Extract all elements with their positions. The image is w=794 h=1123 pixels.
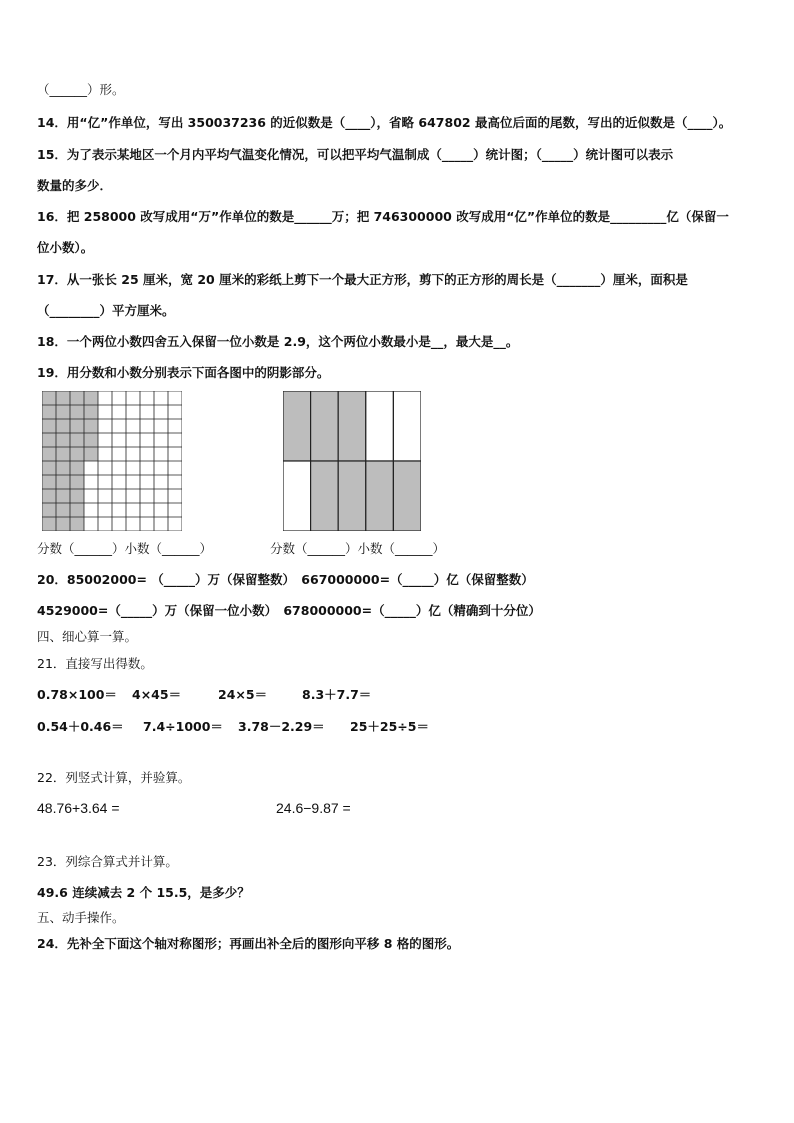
question-16-line1: 16．把 258000 改写成用“万”作单位的数是______万；把 746300000 改写成用“亿”作单位的数是_________亿（保留一 bbox=[37, 209, 729, 224]
shaded-cell bbox=[42, 405, 56, 419]
calc-item: 0.78×100＝ bbox=[37, 687, 117, 702]
question-21-title: 21．直接写出得数。 bbox=[37, 656, 153, 671]
shaded-cell bbox=[70, 405, 84, 419]
shaded-cell bbox=[56, 475, 70, 489]
shaded-cell bbox=[42, 391, 56, 405]
shaded-strip bbox=[393, 461, 421, 531]
shaded-cell bbox=[42, 503, 56, 517]
question-15-line1: 15．为了表示某地区一个月内平均气温变化情况，可以把平均气温制成（_____）统计图；（_____）统计图可以表示 bbox=[37, 147, 674, 162]
shaded-cell bbox=[70, 419, 84, 433]
question-16-line2: 位小数）。 bbox=[37, 240, 94, 255]
shaded-cell bbox=[70, 447, 84, 461]
blank-strip bbox=[283, 461, 311, 531]
shaded-cell bbox=[84, 447, 98, 461]
shaded-cell bbox=[70, 489, 84, 503]
section-4-heading: 四、细心算一算。 bbox=[37, 629, 138, 644]
shaded-cell bbox=[70, 433, 84, 447]
hundred-grid-figure bbox=[42, 391, 182, 531]
shaded-cell bbox=[84, 405, 98, 419]
question-14: 14．用“亿”作单位，写出 350037236 的近似数是（____），省略 647802 最高位后面的尾数，写出的近似数是（____）。 bbox=[37, 115, 732, 130]
shaded-cell bbox=[70, 461, 84, 475]
question-24: 24．先补全下面这个轴对称图形；再画出补全后的图形向平移 8 格的图形。 bbox=[37, 936, 460, 951]
shaded-cell bbox=[84, 419, 98, 433]
shaded-cell bbox=[42, 475, 56, 489]
caption-right: 分数（______）小数（______） bbox=[270, 541, 446, 556]
calc-item: 3.78－2.29＝ bbox=[238, 719, 325, 734]
shaded-cell bbox=[56, 447, 70, 461]
calc-item: 8.3＋7.7＝ bbox=[302, 687, 372, 702]
question-17-line1: 17．从一张长 25 厘米，宽 20 厘米的彩纸上剪下一个最大正方形，剪下的正方形的周长是（_______）厘米，面积是 bbox=[37, 272, 688, 287]
shaded-cell bbox=[70, 391, 84, 405]
shaded-strip bbox=[283, 391, 311, 461]
shaded-strip bbox=[311, 461, 339, 531]
shaded-cell bbox=[42, 447, 56, 461]
question-22-title: 22．列竖式计算，并验算。 bbox=[37, 770, 191, 785]
question-23-title: 23．列综合算式并计算。 bbox=[37, 854, 178, 869]
shaded-cell bbox=[56, 419, 70, 433]
calc-item: 0.54＋0.46＝ bbox=[37, 719, 124, 734]
shaded-cell bbox=[56, 461, 70, 475]
calc-item: 4×45＝ bbox=[132, 687, 182, 702]
shaded-cell bbox=[84, 391, 98, 405]
shaded-cell bbox=[70, 503, 84, 517]
calc-item: 24×5＝ bbox=[218, 687, 268, 702]
shaded-strip bbox=[366, 461, 394, 531]
shaded-strip bbox=[311, 391, 339, 461]
shaded-strip bbox=[338, 461, 366, 531]
blank-strip bbox=[393, 391, 421, 461]
blank-strip bbox=[366, 391, 394, 461]
shaded-cell bbox=[70, 517, 84, 531]
shaded-cell bbox=[56, 433, 70, 447]
section-5-heading: 五、动手操作。 bbox=[37, 910, 125, 925]
vertical-calc-2: 24.6−9.87 = bbox=[276, 800, 351, 816]
q13-tail: （______）形。 bbox=[37, 82, 125, 97]
shaded-cell bbox=[42, 461, 56, 475]
shaded-cell bbox=[56, 503, 70, 517]
question-17-line2: （________）平方厘米。 bbox=[37, 303, 175, 318]
question-19: 19．用分数和小数分别表示下面各图中的阴影部分。 bbox=[37, 365, 330, 380]
shaded-strip bbox=[338, 391, 366, 461]
shaded-cell bbox=[56, 517, 70, 531]
calc-item: 7.4÷1000＝ bbox=[143, 719, 223, 734]
question-18: 18．一个两位小数四舍五入保留一位小数是 2.9，这个两位小数最小是__，最大是__。 bbox=[37, 334, 519, 349]
shaded-cell bbox=[56, 405, 70, 419]
question-20-line2: 4529000=（_____）万（保留一位小数） 678000000=（_____）亿（精确到十分位） bbox=[37, 603, 541, 618]
shaded-cell bbox=[56, 391, 70, 405]
question-20-line1: 20．85002000= （_____）万（保留整数） 667000000=（_____）亿（保留整数） bbox=[37, 572, 534, 587]
shaded-cell bbox=[42, 489, 56, 503]
vertical-calc-1: 48.76+3.64 = bbox=[37, 800, 120, 816]
shaded-cell bbox=[84, 433, 98, 447]
shaded-cell bbox=[70, 475, 84, 489]
shaded-cell bbox=[56, 489, 70, 503]
question-15-line2: 数量的多少． bbox=[37, 178, 113, 193]
calc-item: 25＋25÷5＝ bbox=[350, 719, 429, 734]
question-23-body: 49.6 连续减去 2 个 15.5，是多少？ bbox=[37, 885, 250, 900]
shaded-cell bbox=[42, 433, 56, 447]
caption-left: 分数（______）小数（______） bbox=[37, 541, 213, 556]
shaded-cell bbox=[42, 419, 56, 433]
shaded-cell bbox=[42, 517, 56, 531]
strip-figure bbox=[283, 391, 421, 531]
